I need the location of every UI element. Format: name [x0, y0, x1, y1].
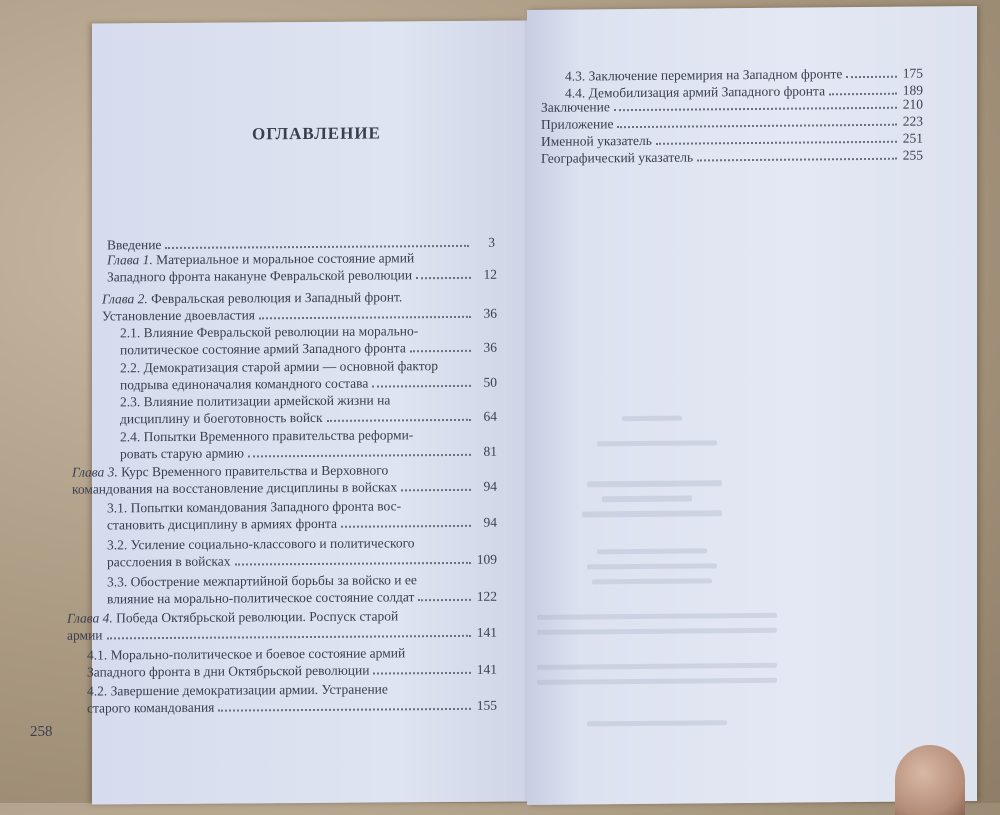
toc-entry-title: Приложение — [541, 116, 614, 132]
dot-leader — [235, 562, 472, 566]
toc-page-number: 81 — [483, 443, 497, 459]
dot-leader — [697, 158, 897, 162]
dot-leader — [327, 419, 471, 422]
toc-entry-title: Западного фронта в дни Октябрьской революции — [87, 662, 370, 680]
toc-page-number: 109 — [476, 551, 497, 567]
toc-heading: ОГЛАВЛЕНИЕ — [252, 123, 381, 144]
toc-entry-title: Географический указатель — [541, 149, 694, 166]
left-page — [30, 20, 527, 804]
toc-entry-title: 4.3. Заключение перемирия на Западном фронте — [565, 66, 843, 84]
toc-page-number: 122 — [476, 588, 497, 604]
toc-entry-title: 2.3. Влияние политизации армейской жизни на — [120, 392, 391, 410]
toc-entry-title: Введение — [107, 237, 162, 253]
toc-entry — [541, 147, 923, 167]
toc-page-number: 155 — [476, 697, 497, 713]
toc-page-number: 12 — [483, 266, 497, 282]
dot-leader — [418, 599, 471, 601]
thumb — [895, 745, 965, 815]
toc-page-number: 64 — [483, 408, 497, 424]
toc-entry-title: влияние на морально-политическое состояние солдат — [107, 589, 415, 607]
toc-entry-title: расслоения в войсках — [107, 553, 231, 570]
toc-page-number: 94 — [483, 514, 497, 530]
toc-entry-title: армии — [67, 627, 103, 643]
toc-entry — [67, 607, 497, 644]
dot-leader — [372, 385, 471, 388]
toc-entry-title: Победа Октябрьской революции. Роспуск старой — [116, 608, 399, 626]
chapter-label: Глава 4. — [67, 610, 113, 626]
toc-entry-title: Именной указатель — [541, 132, 652, 149]
toc-page-number: 36 — [483, 339, 497, 355]
dot-leader — [259, 316, 471, 319]
chapter-label: Глава 1. — [107, 252, 153, 268]
show-through-text — [622, 416, 682, 422]
toc-entry — [72, 461, 497, 498]
show-through-text — [582, 510, 722, 517]
dot-leader — [401, 489, 471, 491]
page-number: 258 — [30, 723, 53, 740]
dot-leader — [248, 454, 471, 458]
dot-leader — [218, 708, 471, 712]
toc-page-number: 3 — [488, 234, 495, 250]
dot-leader — [107, 635, 471, 640]
dot-leader — [416, 277, 471, 279]
toc-right — [527, 6, 977, 805]
right-page — [527, 6, 977, 805]
toc-entry — [87, 680, 497, 717]
toc-entry-title: ровать старую армию — [120, 445, 244, 462]
dot-leader — [846, 76, 897, 78]
toc-entry-title: Западного фронта накануне Февральской революции — [107, 267, 413, 285]
toc-entry-title: старого командования — [87, 699, 215, 716]
toc-entry — [87, 644, 497, 681]
toc-entry — [107, 571, 497, 608]
show-through-text — [587, 480, 722, 487]
chapter-label: Глава 2. — [102, 291, 148, 307]
toc-entry-title: 2.4. Попытки Временного правительства реформи- — [120, 427, 414, 445]
toc-entry-title: дисциплину и боеготовность войск — [120, 409, 323, 427]
toc-entry-title: Курс Временного правительства и Верховного — [121, 462, 389, 480]
chapter-label: Глава 3. — [72, 464, 118, 480]
toc-page-number: 141 — [476, 661, 497, 677]
toc-entry-title: Установление двоевластия — [102, 307, 256, 324]
toc-page-number: 141 — [476, 624, 497, 640]
dot-leader — [617, 124, 897, 128]
toc-page-number: 251 — [902, 130, 923, 146]
toc-entry-title: 2.1. Влияние Февральской революции на морально- — [120, 323, 419, 341]
toc-entry-title: подрыва единоначалия командного состава — [120, 375, 369, 393]
dot-leader — [373, 672, 471, 675]
toc-entry-title: Материальное и моральное состояние армий — [156, 250, 415, 268]
dot-leader — [656, 141, 897, 145]
toc-entry-title: 4.1. Морально-политическое и боевое состояние армий — [87, 645, 406, 663]
toc-page-number: 36 — [483, 305, 497, 321]
toc-entry-title: 4.4. Демобилизация армий Западного фронта — [565, 83, 826, 101]
toc-entry-title: Заключение — [541, 99, 610, 115]
dot-leader — [614, 107, 897, 111]
toc-page-number: 50 — [483, 374, 497, 390]
dot-leader — [341, 525, 471, 528]
toc-left — [67, 20, 527, 804]
toc-entry — [107, 497, 497, 534]
toc-entry — [120, 391, 497, 428]
toc-entry-title: 3.1. Попытки командования Западного фронта вос- — [107, 498, 402, 516]
toc-entry-title: 2.2. Демократизация старой армии — основной фактор — [120, 358, 438, 376]
toc-entry-title: 4.2. Завершение демократизации армии. Устранение — [87, 681, 388, 699]
toc-entry — [102, 288, 497, 325]
toc-entry-title: становить дисциплину в армиях фронта — [107, 515, 338, 533]
show-through-text — [597, 440, 717, 446]
toc-page-number: 255 — [902, 147, 923, 163]
toc-entry-title: политическое состояние армий Западного фронта — [120, 340, 406, 358]
toc-entry-title: Февральская революция и Западный фронт. — [151, 289, 403, 307]
show-through-text — [602, 496, 692, 503]
toc-entry-title: 3.2. Усиление социально-классового и политического — [107, 535, 415, 553]
toc-page-number: 210 — [902, 96, 923, 112]
toc-page-number: 223 — [902, 113, 923, 129]
toc-entry — [107, 249, 497, 286]
toc-entry — [120, 426, 497, 463]
toc-entry — [120, 322, 497, 359]
show-through-text — [592, 578, 712, 584]
toc-page-number: 189 — [902, 82, 923, 98]
toc-entry-title: 3.3. Обострение межпартийной борьбы за войско и ее — [107, 572, 417, 590]
toc-entry-title: командования на восстановление дисциплины в войсках — [72, 479, 398, 497]
toc-entry — [120, 357, 497, 394]
toc-entry — [107, 534, 497, 571]
dot-leader — [410, 350, 471, 352]
show-through-text — [597, 548, 707, 554]
toc-page-number: 94 — [483, 478, 497, 494]
toc-page-number: 175 — [902, 65, 923, 81]
